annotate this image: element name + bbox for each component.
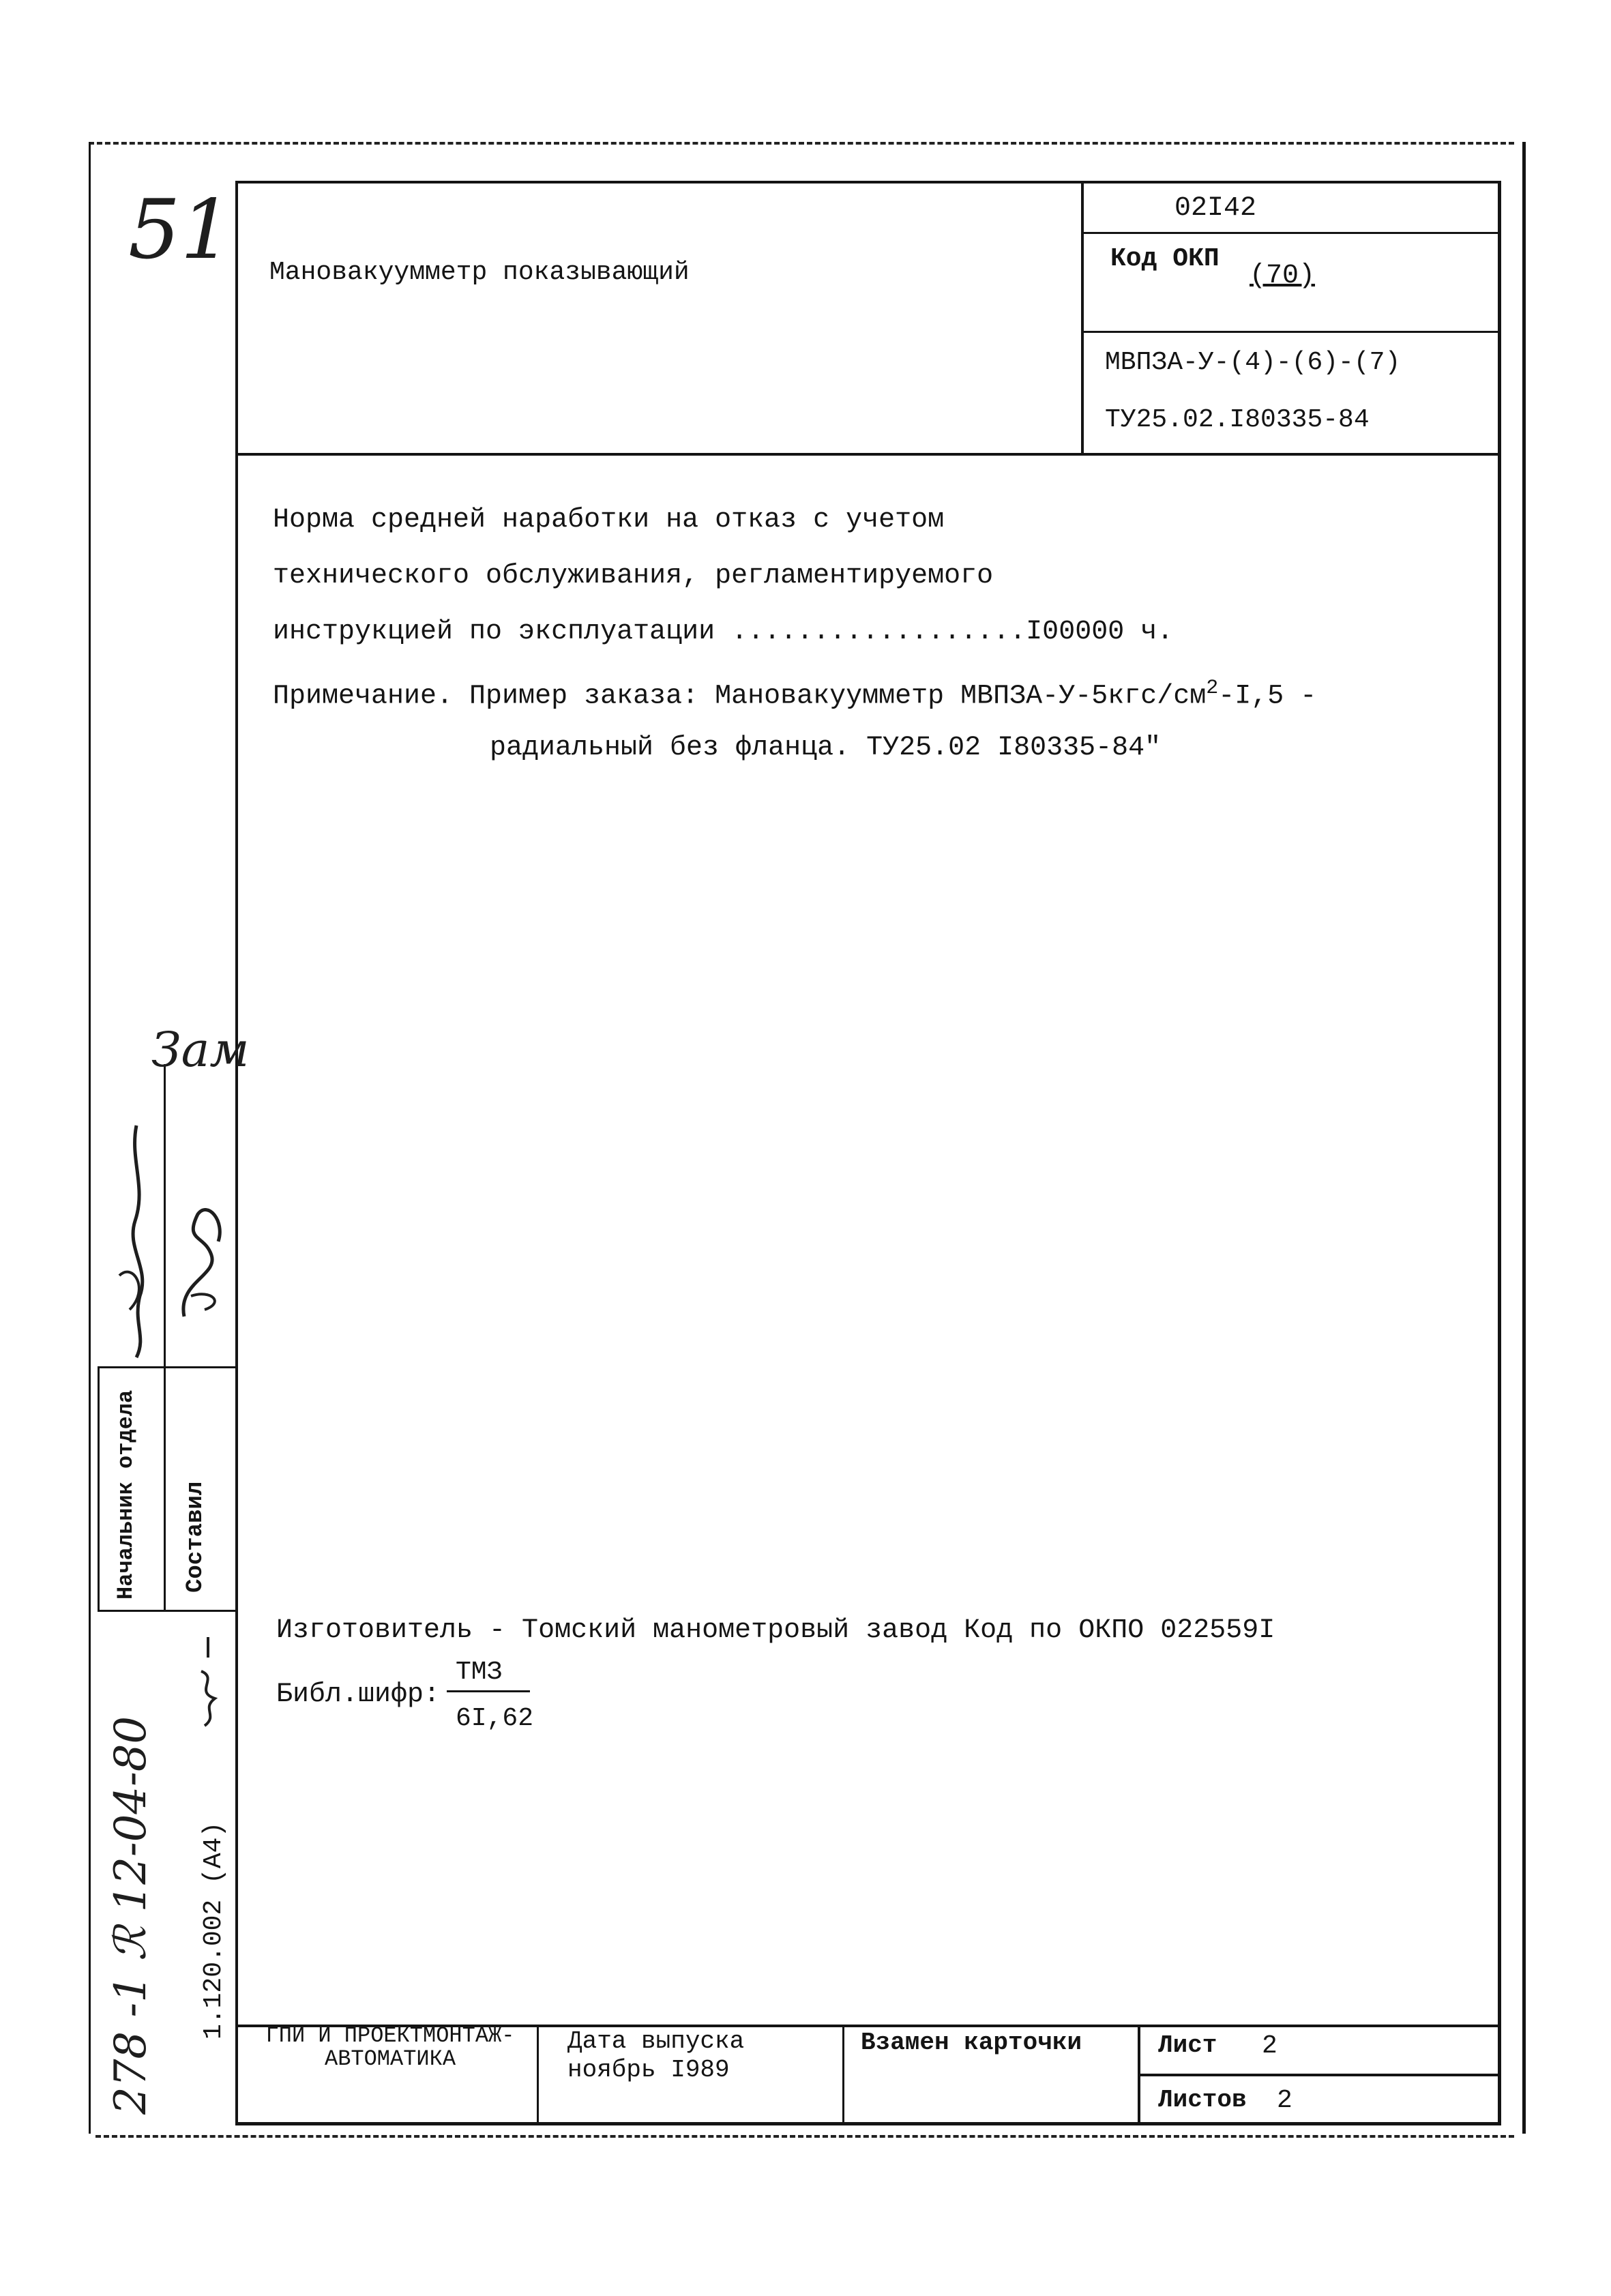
footer-divider-2: [842, 2025, 844, 2123]
signature-head-of-department: [109, 1119, 164, 1364]
body-line-3: инструкцией по эксплуатации ..................I00000 ч.: [273, 617, 1174, 647]
okp-value: (70): [1250, 261, 1316, 291]
header-vertical-divider: [1081, 181, 1084, 455]
tu-designation: ТУ25.02.I80335-84: [1105, 405, 1370, 435]
header-row-line-1: [1081, 232, 1500, 234]
compiled-label: Составил: [183, 1481, 209, 1593]
replaces-card-label: Взамен карточки: [861, 2029, 1082, 2057]
header-bottom-line: [235, 453, 1501, 456]
side-strip-left-line: [98, 1366, 100, 1612]
note-line-1: [273, 677, 1316, 711]
footer-organization-text: ГПИ И ПРОЕКТМОНТАЖ-АВТОМАТИКА: [265, 2023, 515, 2072]
signature-initials-small: [188, 1630, 228, 1733]
note-line-2: радиальный без фланца. ТУ25.02 I80335-84": [490, 733, 1162, 763]
footer-organization: [247, 2025, 533, 2071]
okp-label: Код ОКП: [1110, 244, 1220, 274]
frame-top: [235, 181, 1501, 183]
note-line-1-b: -I,5 -: [1218, 681, 1317, 712]
footer-sheet-separator: [1138, 2074, 1501, 2076]
body-line-1: Норма средней наработки на отказ с учетом: [273, 505, 945, 535]
form-code: 1.120.002 (А4): [199, 1821, 228, 2040]
bibl-denominator: 6I,62: [456, 1704, 534, 1733]
outer-border-right: [1522, 142, 1526, 2134]
note-line-1-sup: 2: [1206, 677, 1219, 700]
sheets-label: Листов: [1158, 2086, 1247, 2114]
code-number: 02I42: [1174, 193, 1257, 224]
release-date-label: Дата выпуска: [567, 2027, 745, 2055]
handwritten-zam: Зам: [151, 1022, 250, 1078]
side-strip-middle-line: [164, 1064, 166, 1610]
release-date-value: ноябрь I989: [567, 2056, 730, 2084]
frame-right: [1498, 181, 1501, 2125]
side-strip-top-line: [98, 1366, 235, 1368]
sheet-value: 2: [1262, 2031, 1277, 2061]
signature-compiled: [171, 1201, 235, 1323]
bibl-fraction-bar: [447, 1690, 530, 1692]
page-number: 51: [128, 183, 233, 278]
bibl-label: Библ.шифр:: [276, 1679, 441, 1710]
body-line-2: технического обслуживания, регламентируемого: [273, 561, 994, 591]
side-strip-bottom-line: [98, 1610, 235, 1612]
note-line-1-a: Примечание. Пример заказа: Мановакуумметр МВПЗА-У-5кгс/см: [273, 681, 1207, 712]
sheet-label: Лист: [1158, 2031, 1217, 2059]
product-title: Мановакуумметр показывающий: [269, 258, 690, 287]
model-designation: МВПЗА-У-(4)-(6)-(7): [1105, 348, 1401, 377]
frame-left: [235, 181, 238, 2125]
handwritten-date-note: 278 -1 ℛ 12-04-80: [106, 1716, 156, 2115]
bibl-numerator: ТМЗ: [456, 1658, 503, 1687]
header-row-line-2: [1081, 331, 1500, 333]
outer-border-bottom: [95, 2135, 1514, 2138]
head-of-department-label: Начальник отдела: [113, 1389, 138, 1600]
outer-border-left: [89, 142, 91, 2134]
footer-divider-1: [537, 2025, 539, 2123]
manufacturer-line: Изготовитель - Томский манометровый завод Код по ОКПО 022559I: [276, 1615, 1275, 1646]
outer-border-top: [89, 142, 1514, 145]
sheets-value: 2: [1277, 2086, 1292, 2115]
frame-bottom: [235, 2122, 1501, 2125]
